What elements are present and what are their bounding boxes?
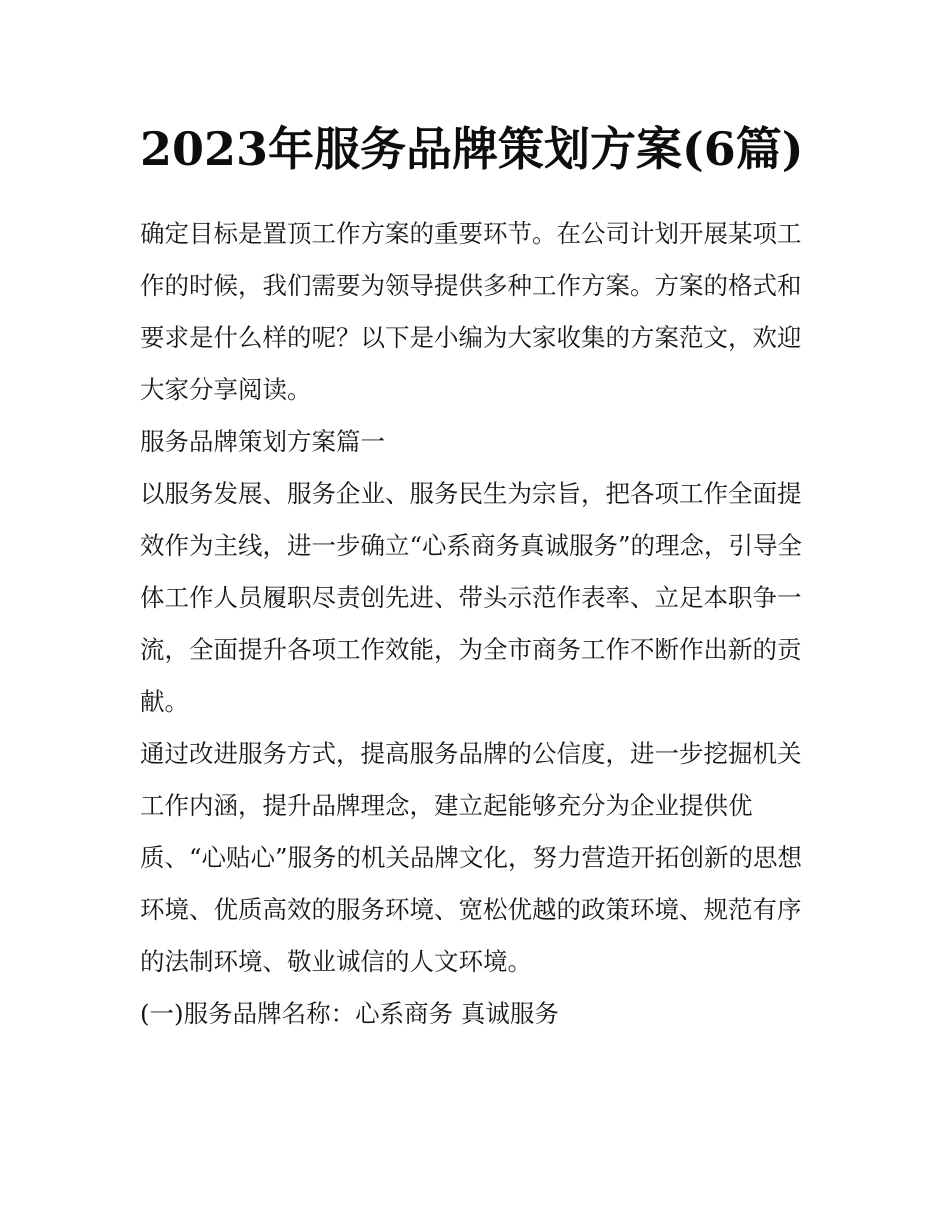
intro-paragraph: 确定目标是置顶工作方案的重要环节。在公司计划开展某项工作的时候，我们需要为领导提供多种工作方案。方案的格式和要求是什么样的呢？以下是小编为大家收集的方案范文，欢迎大家分享阅读。 <box>140 219 802 404</box>
section-heading: 服务品牌策划方案篇一 <box>140 427 385 456</box>
document-title: 2023年服务品牌策划方案(6篇) <box>140 122 804 176</box>
body-paragraph-2: 通过改进服务方式，提高服务品牌的公信度，进一步挖掘机关工作内涵，提升品牌理念，建立起能够充分为企业提供优质、“心贴心”服务的机关品牌文化，努力营造开拓创新的思想环境、优质高效的服务环境、宽松优越的政策环境、规范有序的法制环境、敬业诚信的人文环境。 <box>140 739 803 976</box>
document-body <box>140 112 815 1040</box>
brand-name-line: (一)服务品牌名称：心系商务 真诚服务 <box>140 999 559 1028</box>
body-paragraph-1: 以服务发展、服务企业、服务民生为宗旨，把各项工作全面提效作为主线，进一步确立“心系商务真诚服务”的理念，引导全体工作人员履职尽责创先进、带头示范作表率、立足本职争一流，全面提升各项工作效能，为全市商务工作不断作出新的贡献。 <box>140 479 803 716</box>
